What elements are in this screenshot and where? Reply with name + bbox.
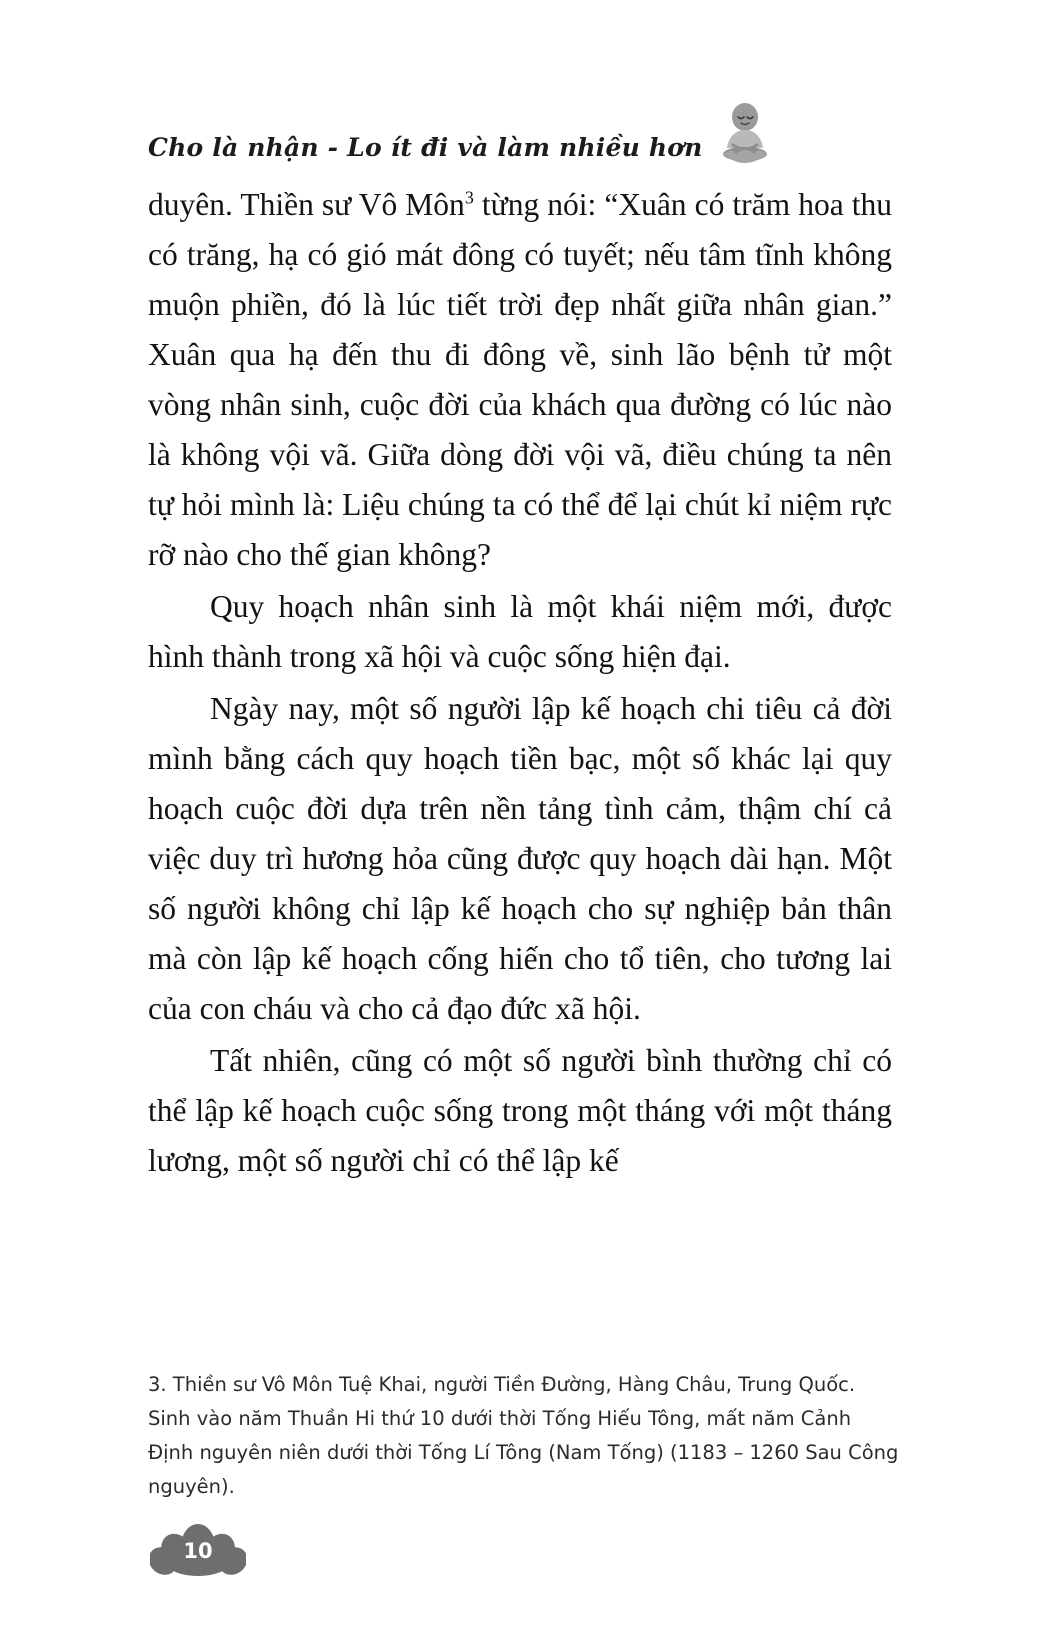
footnote-block xyxy=(148,1368,900,1504)
paragraph-1: duyên. Thiền sư Vô Môn$^3$ từng nói: “Xuân có trăm hoa thu có trăng, hạ có gió mát đông có tuyết; nếu tâm tĩnh không muộn phiền, đó là lúc tiết trời đẹp nhất giữa nhân gian.” Xuân qua hạ đến thu đi đông về, sinh lão bệnh tử một vòng nhân sinh, cuộc đời của khách qua đường có lúc nào là không vội vã. Giữa dòng đời vội vã, điều chúng ta nên tự hỏi mình là: Liệu chúng ta có thể để lại chút kỉ niệm rực rỡ nào cho thế gian không? xyxy=(148,187,893,572)
body-content xyxy=(148,180,892,1188)
running-title: Cho là nhận - Lo ít đi và làm nhiều hơn xyxy=(148,133,703,162)
page-header xyxy=(148,96,892,166)
paragraph-3: Ngày nay, một số người lập kế hoạch chi tiêu cả đời mình bằng cách quy hoạch tiền bạc, một số khác lại quy hoạch cuộc đời dựa trên nền tảng tình cảm, thậm chí cả việc duy trì hương hỏa cũng được quy hoạch dài hạn. Một số người không chỉ lập kế hoạch cho sự nghiệp bản thân mà còn lập kế hoạch cống hiến cho tổ tiên, cho tương lai của con cháu và cho cả đạo đức xã hội. xyxy=(148,691,892,1026)
page-folio xyxy=(150,1506,246,1580)
footnote-reference: 3 xyxy=(464,187,474,208)
meditating-monk-icon xyxy=(715,100,775,166)
paragraph-4: Tất nhiên, cũng có một số người bình thường chỉ có thể lập kế hoạch cuộc sống trong một tháng với một tháng lương, một số người chỉ có thể lập kế xyxy=(148,1043,892,1178)
paragraph-2: Quy hoạch nhân sinh là một khái niệm mới, được hình thành trong xã hội và cuộc sống hiện đại. xyxy=(148,589,892,674)
footnote-text: 3. Thiền sư Vô Môn Tuệ Khai, người Tiền Đường, Hàng Châu, Trung Quốc. Sinh vào năm Thuần Hi thứ 10 dưới thời Tống Hiếu Tông, mất năm Cảnh Định nguyên niên dưới thời Tống Lí Tông (Nam Tống) (1183 – 1260 Sau Công nguyên). xyxy=(148,1373,899,1498)
page-number: 10 xyxy=(183,1539,213,1563)
